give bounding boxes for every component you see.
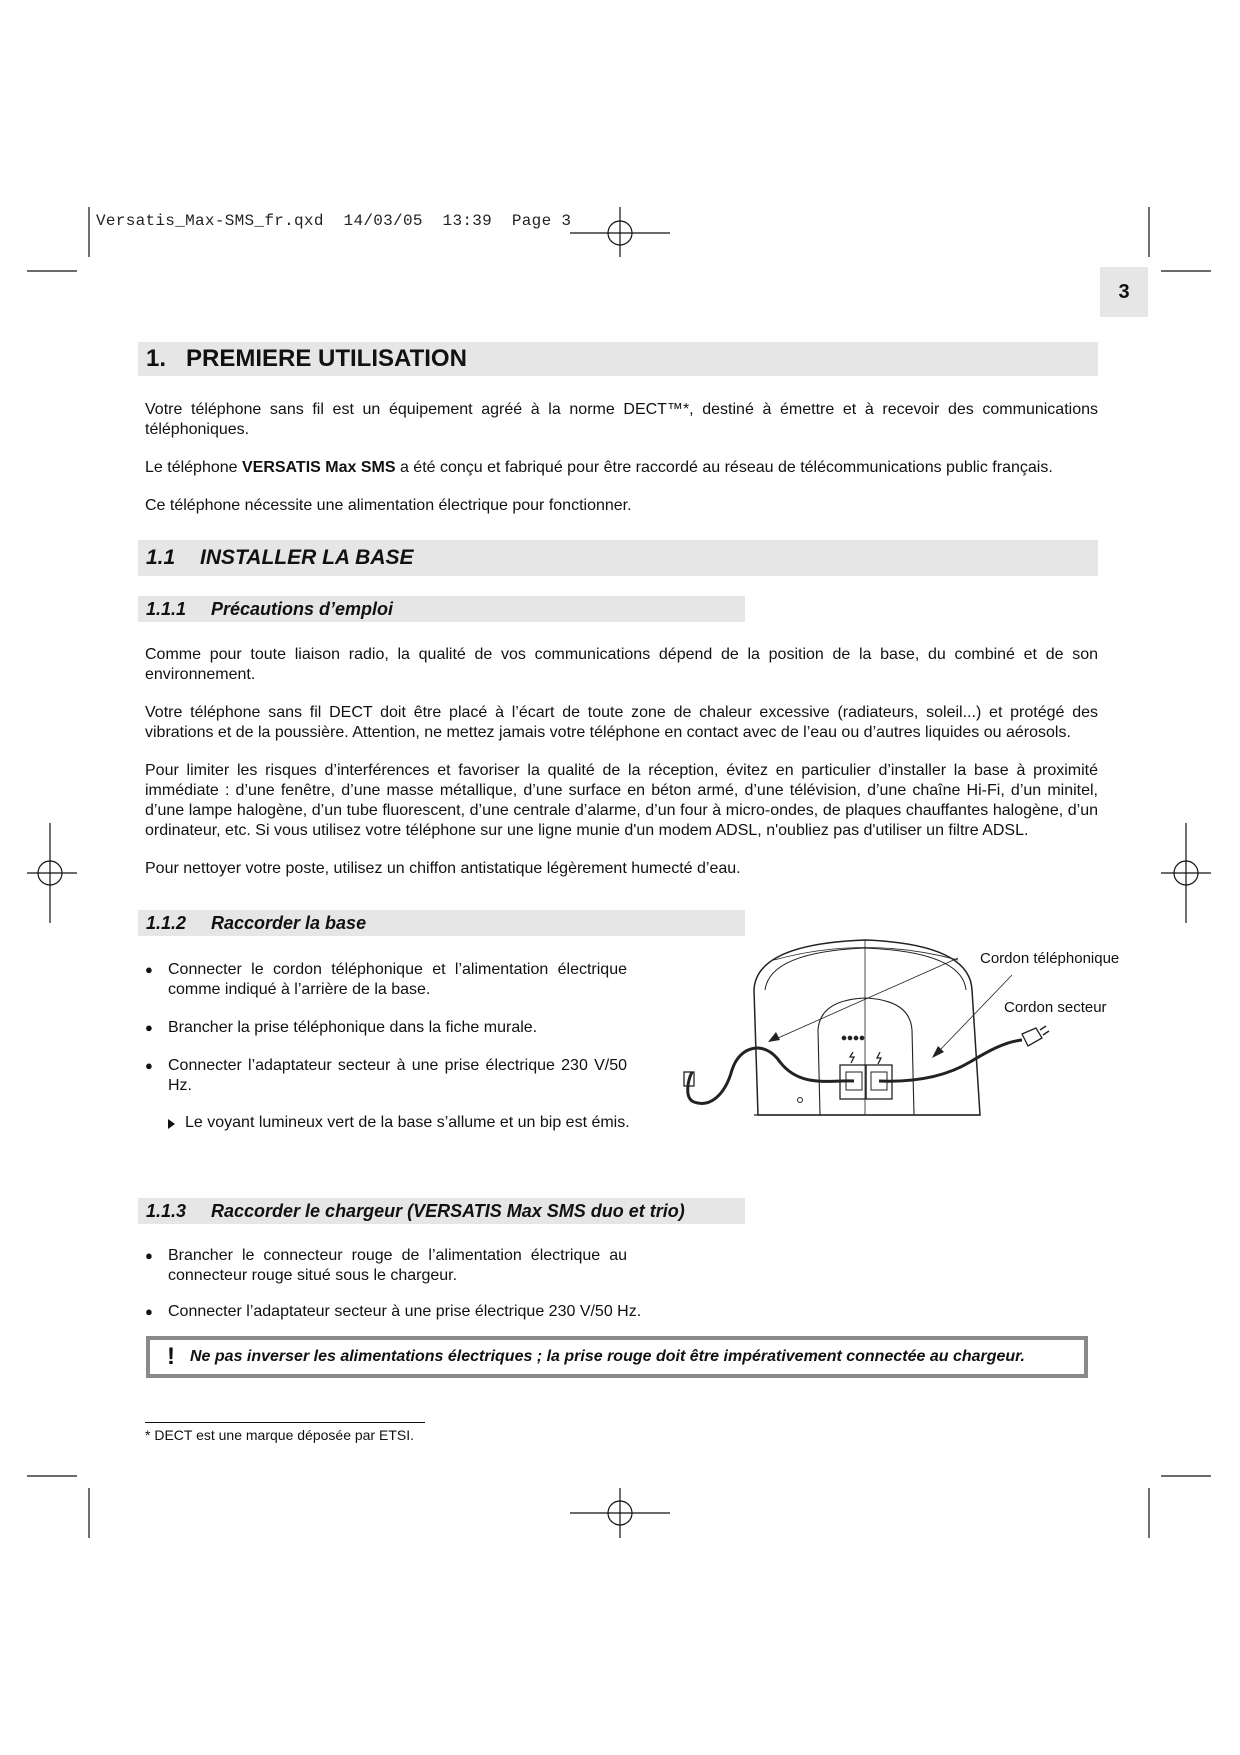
text-fragment: a été conçu et fabriqué pour être raccordé au réseau de télécommunications public français. (395, 459, 1053, 476)
list-item (145, 1018, 627, 1038)
list-item (145, 1246, 627, 1286)
list-item (145, 1302, 675, 1322)
print-slug: Versatis_Max-SMS_fr.qxd 14/03/05 13:39 Page 3 (96, 212, 572, 230)
base-outline (754, 940, 980, 1115)
precautions-paragraph-4: Pour nettoyer votre poste, utilisez un chiffon antistatique légèrement humecté d’eau. (145, 860, 741, 877)
result-note (168, 1113, 635, 1153)
section-title: Raccorder la base (211, 912, 367, 933)
page-number: 3 (1100, 267, 1148, 317)
telephone-cord (688, 1048, 854, 1103)
result-note-text: Le voyant lumineux vert de la base s’allume et un bip est émis. (185, 1114, 630, 1131)
section-number: 1.1.3 (146, 1200, 187, 1221)
list-item-text: Connecter l’adaptateur secteur à une prise électrique 230 V/50 Hz. (168, 1057, 627, 1094)
section-number: 1.1 (146, 546, 176, 569)
section-title: Précautions d’emploi (211, 598, 394, 619)
warning-text: Ne pas inverser les alimentations électriques ; la prise rouge doit être impérativement connectée au chargeur. (190, 1348, 1025, 1365)
list-item (145, 1056, 627, 1096)
precautions-paragraph-3: Pour limiter les risques d’interférences et favoriser la qualité de la réception, évitez en particulier d’installer la base à proximité immédiate : d’une fenêtre, d’une masse métallique, d’une surface en béton armé, d’une télévision, d’une chaîne Hi-Fi, d’un minitel, d’une lampe halogène, d’un tube fluorescent, d’une centrale d’alarme, d’un four à micro-ondes, de plaques chauffantes halogène, d’un ordinateur, etc. Si vous utilisez votre téléphone sur une ligne munie d'un modem ADSL, n'oubliez pas d'utiliser un filtre ADSL. (145, 762, 1098, 839)
power-plug-icon (1022, 1028, 1042, 1046)
bullet-icon: ● (145, 1248, 153, 1263)
section-number: 1.1.2 (146, 912, 187, 933)
arrow-right-icon (168, 1119, 175, 1129)
phone-cord-leader (778, 958, 958, 1038)
section-heading-1 (138, 342, 1098, 376)
section-heading-1-1-1 (138, 596, 745, 622)
label-phone-cord: Cordon téléphonique (980, 950, 1120, 967)
section-title: INSTALLER LA BASE (200, 546, 414, 569)
footnote: * DECT est une marque déposée par ETSI. (145, 1427, 414, 1443)
list-item-text: Brancher le connecteur rouge de l’alimentation électrique au connecteur rouge situé sous le chargeur. (168, 1247, 627, 1284)
list-item-text: Connecter le cordon téléphonique et l’alimentation électrique comme indiqué à l’arrière de la base. (168, 961, 627, 998)
bullet-icon: ● (145, 1304, 153, 1319)
section-number: 1. (146, 345, 167, 372)
section-title: PREMIERE UTILISATION (186, 345, 467, 372)
bullet-icon: ● (145, 1020, 153, 1035)
intro-paragraph-3: Ce téléphone nécessite une alimentation électrique pour fonctionner. (145, 497, 632, 514)
footnote-rule (145, 1422, 425, 1423)
precautions-paragraph-1: Comme pour toute liaison radio, la qualité de vos communications dépend de la position de la base, du combiné et de son environnement. (145, 646, 1098, 683)
bullet-icon: ● (145, 962, 153, 977)
section-title: Raccorder le chargeur (VERSATIS Max SMS duo et trio) (211, 1200, 685, 1221)
text-fragment: Le téléphone (145, 459, 242, 476)
precautions-paragraph-2: Votre téléphone sans fil DECT doit être placé à l’écart de toute zone de chaleur excessive (radiateurs, soleil...) et protégé des vibrations et de la poussière. Attention, ne mettez jamais votre téléphone en contact avec de l’eau ou d’autres liquides ou aérosols. (145, 704, 1098, 741)
section-number: 1.1.1 (146, 598, 187, 619)
intro-paragraph-2 (145, 458, 1098, 478)
label-power-cord: Cordon secteur (1004, 999, 1107, 1016)
list-item-text: Brancher la prise téléphonique dans la fiche murale. (168, 1019, 538, 1036)
list-item (145, 960, 627, 1000)
exclamation-icon: ! (167, 1343, 175, 1370)
warning-box (146, 1336, 1088, 1378)
bullet-icon: ● (145, 1058, 153, 1073)
power-cord (879, 1040, 1022, 1081)
list-item-text: Connecter l’adaptateur secteur à une prise électrique 230 V/50 Hz. (168, 1303, 642, 1320)
section-heading-1-1-2 (138, 910, 745, 936)
power-cord-leader (940, 975, 1012, 1050)
intro-paragraph-1: Votre téléphone sans fil est un équipement agréé à la norme DECT™*, destiné à émettre et à recevoir des communications téléphoniques. (145, 401, 1098, 438)
section-heading-1-1-3 (138, 1198, 745, 1224)
product-name: VERSATIS Max SMS (241, 459, 396, 476)
section-heading-1-1 (138, 540, 1098, 576)
